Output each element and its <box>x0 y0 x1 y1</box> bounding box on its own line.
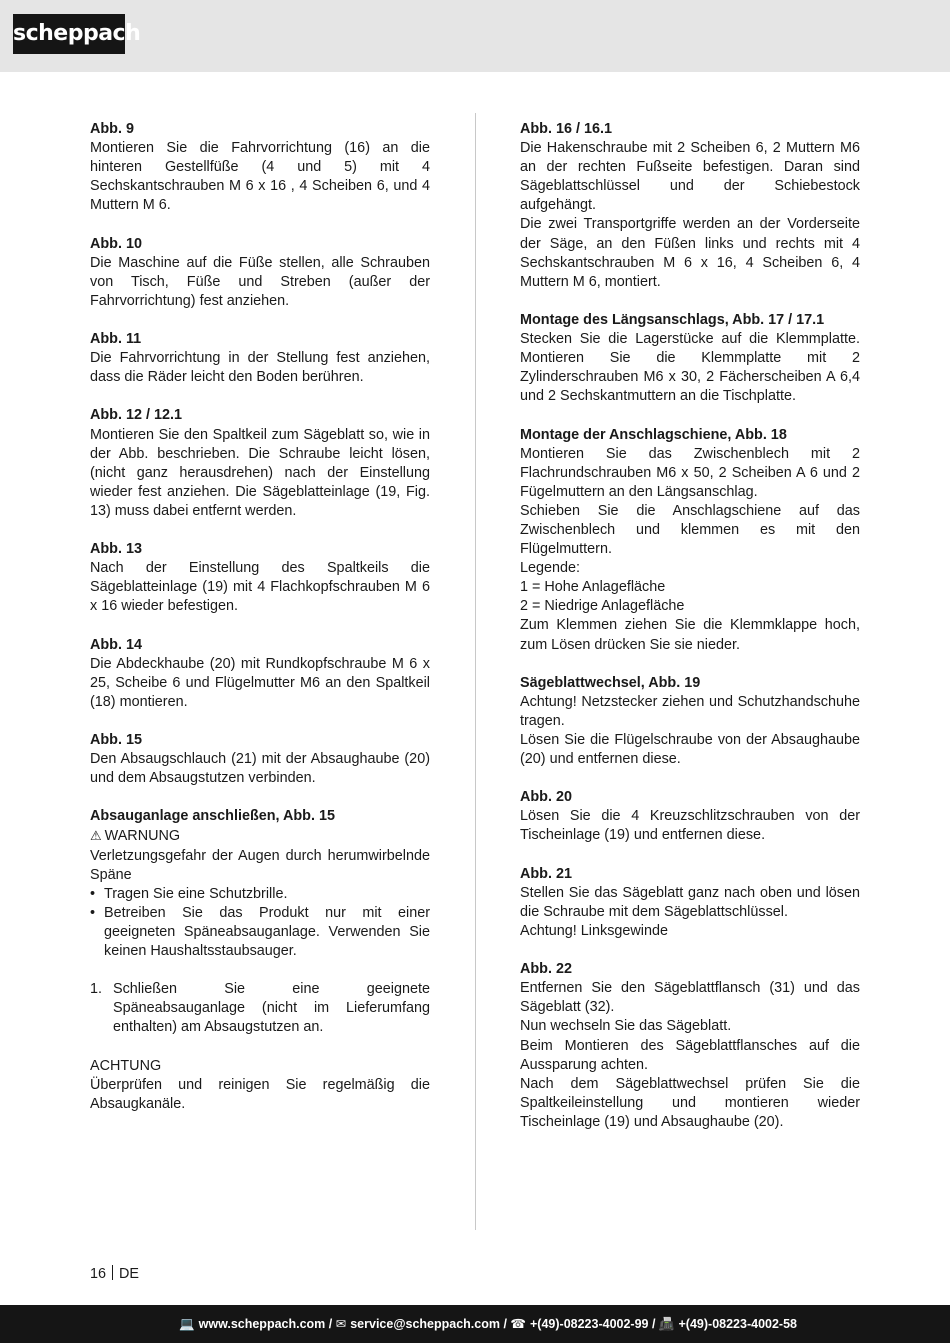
section-abb-15 <box>90 731 430 788</box>
section-abb-21 <box>520 865 860 941</box>
section-text: Schieben Sie die Anschlagschiene auf das Zwischenblech und klemmen es mit den Flügelmuttern. <box>520 502 860 558</box>
section-abb-12 <box>90 406 430 521</box>
section-heading: Abb. 9 <box>90 121 134 137</box>
section-text: Achtung! Netzstecker ziehen und Schutzhandschuhe tragen. <box>520 693 860 729</box>
section-abb-10 <box>90 235 430 311</box>
section-heading: Abb. 11 <box>90 331 142 348</box>
legend-item: 2 = Niedrige Anlagefläche <box>520 598 685 615</box>
section-text: Achtung! Linksgewinde <box>520 922 669 939</box>
list-item <box>90 980 430 1037</box>
section-text: Montieren Sie den Spaltkeil zum Sägeblatt so, wie in der Abb. beschrieben. Die Schraube leicht lösen, (nicht ganz herausdrehen) nach der Einstellung wieder fest anziehen. Die Sägeblatteinlage (19, Fig. 13) muss dabei entfernt werden. <box>90 426 430 519</box>
section-text: Montieren Sie das Zwischenblech mit 2 Flachrundschrauben M6 x 50, 2 Scheiben A 6 und 2 Fügelmuttern an den Längsanschlag. <box>520 445 860 500</box>
footer-contacts <box>179 1305 797 1343</box>
bullet-text: Tragen Sie eine Schutzbrille. <box>104 885 288 902</box>
mail-icon: ✉ <box>335 1317 347 1331</box>
section-heading: Abb. 14 <box>90 636 142 653</box>
bullet-mark: • <box>90 885 96 902</box>
page-number <box>90 1265 139 1283</box>
phone-icon: ☎ <box>510 1317 526 1331</box>
section-heading: Abb. 16 / 16.1 <box>520 121 612 137</box>
section-achtung <box>90 1057 430 1114</box>
section-text: Lösen Sie die Flügelschraube von der Absaughaube (20) und entfernen diese. <box>520 732 860 768</box>
section-abb-20 <box>520 788 860 845</box>
section-heading: Abb. 21 <box>520 865 572 882</box>
section-heading: Absauganlage anschließen, Abb. 15 <box>90 808 335 825</box>
section-heading: Montage des Längsanschlags, Abb. 17 / 17.1 <box>520 311 825 328</box>
section-abb-14 <box>90 636 430 712</box>
section-abb-11 <box>90 330 430 387</box>
list-item <box>90 885 430 904</box>
list-item <box>90 904 430 961</box>
section-saegeblattwechsel <box>520 674 860 769</box>
brand-logo: scheppach <box>13 14 125 54</box>
section-text: Montieren Sie die Fahrvorrichtung (16) an die hinteren Gestellfüße (4 und 5) mit 4 Sechskantschrauben M 6 x 16 , 4 Scheiben 6, und 4 Muttern M 6. <box>90 140 430 214</box>
section-text: Die Maschine auf die Füße stellen, alle Schrauben von Tisch, Füße und Streben (außer der Fahrvorrichtung) fest anziehen. <box>90 254 430 309</box>
section-text: Den Absaugschlauch (21) mit der Absaughaube (20) und dem Absaugstutzen verbinden. <box>90 751 430 787</box>
section-text: Beim Montieren des Sägeblattflansches auf die Aussparung achten. <box>520 1037 860 1073</box>
section-heading: Abb. 22 <box>520 961 572 978</box>
section-abb-9 <box>90 120 430 215</box>
step-text: Schließen Sie eine geeignete Späneabsauganlage (nicht im Lieferumfang enthalten) am Absaugstutzen an. <box>113 981 430 1036</box>
section-heading: Abb. 10 <box>90 235 142 252</box>
computer-icon: 💻 <box>179 1317 195 1331</box>
section-laengsanschlag <box>520 311 860 406</box>
section-anschlagschiene <box>520 426 860 655</box>
section-text: Die Hakenschraube mit 2 Scheiben 6, 2 Muttern M6 an der rechten Fußseite befestigen. Daran sind Sägeblattschlüssel und der Schiebestock aufgehängt. <box>520 140 860 214</box>
section-abb-16 <box>520 120 860 292</box>
section-text: Die Fahrvorrichtung in der Stellung fest anziehen, dass die Räder leicht den Boden berühren. <box>90 350 430 386</box>
bullet-mark: • <box>90 904 96 921</box>
page-number-value: 16 <box>90 1266 107 1282</box>
section-text: Nach der Einstellung des Spaltkeils die Sägeblatteinlage (19) mit 4 Flachkopfschrauben M 6 x 16 wieder befestigen. <box>90 560 430 615</box>
section-heading: Abb. 20 <box>520 789 572 806</box>
fax-icon: 📠 <box>658 1317 675 1331</box>
section-text: Nun wechseln Sie das Sägeblatt. <box>520 1018 732 1035</box>
column-divider <box>475 113 476 1230</box>
warning-line <box>90 826 430 846</box>
page-language: DE <box>119 1266 140 1282</box>
legend-item: 1 = Hohe Anlagefläche <box>520 579 666 596</box>
section-text: Zum Klemmen ziehen Sie die Klemmklappe hoch, zum Lösen drücken Sie sie nieder. <box>520 617 860 653</box>
page-number-separator <box>112 1265 113 1280</box>
left-column <box>90 120 430 1133</box>
footer-website-link[interactable]: www.scheppach.com / <box>198 1317 333 1331</box>
notice-label: ACHTUNG <box>90 1057 162 1074</box>
legend-title: Legende: <box>520 560 581 577</box>
section-heading: Sägeblattwechsel, Abb. 19 <box>520 674 701 691</box>
section-heading: Montage der Anschlagschiene, Abb. 18 <box>520 426 787 443</box>
section-absauganlage <box>90 807 430 961</box>
right-column <box>520 120 860 1151</box>
step-number: 1. <box>90 981 103 998</box>
section-text: Stecken Sie die Lagerstücke auf die Klemmplatte. Montieren Sie die Klemmplatte mit 2 Zylinderschrauben M6 x 30, 2 Fächerscheiben A 6,4 und 2 Sechskantmuttern an die Tischplatte. <box>520 331 860 405</box>
section-text: Die Abdeckhaube (20) mit Rundkopfschraube M 6 x 25, Scheibe 6 und Flügelmutter M6 an den Spaltkeil (18) montieren. <box>90 655 430 710</box>
footer-fax: +(49)-08223-4002-58 <box>678 1317 797 1331</box>
section-text: Stellen Sie das Sägeblatt ganz nach oben und lösen die Schraube mit dem Sägeblattschlüssel. <box>520 884 860 920</box>
notice-text: Überprüfen und reinigen Sie regelmäßig die Absaugkanäle. <box>90 1076 430 1112</box>
numbered-step <box>90 980 430 1037</box>
warning-triangle-icon: ⚠ <box>90 828 102 844</box>
section-heading: Abb. 15 <box>90 732 142 748</box>
section-abb-13 <box>90 540 430 616</box>
section-heading: Abb. 12 / 12.1 <box>90 407 182 424</box>
section-text: Entfernen Sie den Sägeblattflansch (31) und das Sägeblatt (32). <box>520 980 860 1016</box>
section-text: Nach dem Sägeblattwechsel prüfen Sie die Spaltkeileinstellung und montieren wieder Tischeinlage (19) und Absaughaube (20). <box>520 1075 860 1130</box>
footer-email-link[interactable]: service@scheppach.com / <box>350 1317 507 1331</box>
section-abb-22 <box>520 960 860 1132</box>
section-heading: Abb. 13 <box>90 541 142 558</box>
footer-phone: +(49)-08223-4002-99 / <box>530 1317 656 1331</box>
section-text: Die zwei Transportgriffe werden an der Vorderseite der Säge, an den Füßen links und rechts mit 4 Sechskantschrauben M 6 x 16, 4 Scheiben 6, 4 Muttern M 6, montiert. <box>520 216 860 290</box>
section-text: Lösen Sie die 4 Kreuzschlitzschrauben von der Tischeinlage (19) und entfernen diese. <box>520 808 860 844</box>
warning-text: Verletzungsgefahr der Augen durch herumwirbelnde Späne <box>90 847 430 883</box>
bullet-text: Betreiben Sie das Produkt nur mit einer geeigneten Späneabsauganlage. Verwenden Sie keinen Haushaltsstaubsauger. <box>104 904 430 960</box>
warning-label: WARNUNG <box>104 828 181 845</box>
footer-bar <box>0 1305 950 1343</box>
header-bar <box>0 0 950 72</box>
